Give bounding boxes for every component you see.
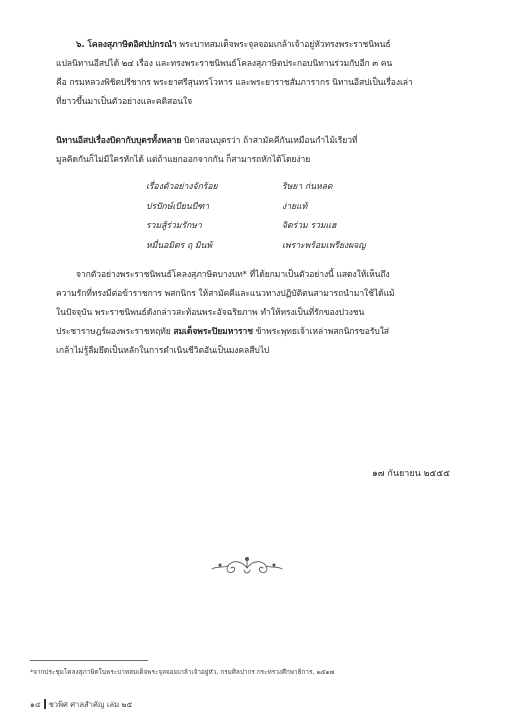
verse-left: รวมสู้ร่วมรักษา	[146, 221, 202, 231]
verse-left: ปรปักษ์เบียนบีฑา	[146, 201, 210, 212]
verse-right: ง่ายแท้	[282, 201, 308, 212]
verse-left: เรื่องตัวอย่างจักร้อย	[146, 182, 218, 192]
story-line-2: มูลคิดกันก็ไม่มีใครหักได้ แต่ถ้าแยกออกจากกัน ก็สามารถหักได้โดยง่าย	[56, 155, 311, 165]
verse-right: ริษยา ก่นหลด	[282, 182, 333, 192]
section-6-paragraph	[56, 36, 464, 112]
story-paragraph	[56, 132, 464, 170]
verse-row	[0, 217, 506, 237]
page-footer	[30, 699, 132, 711]
closing-emphasis-tail: ข้าพระพุทธเจ้าเหล่าพสกนิกรขอรับใส่	[253, 327, 389, 337]
footnote-divider	[30, 660, 148, 661]
closing-line-5: เกล้าไม่รู้ลืมยึดเป็นหลักในการดำเนินชีวิตอันเป็นมงคลสืบไป	[56, 346, 270, 356]
footer-divider	[44, 699, 46, 709]
verse-right: เพราะพร้อมเพรียงผจญ	[282, 240, 366, 251]
section-6-line-2: แปลนิทานอีสปได้ ๒๔ เรื่อง และทรงพระราชนิพนธ์โคลงสุภาษิตประกอบนิทานร่วมกับอีก ๓ คน	[56, 59, 393, 69]
footnote: *จากประชุมโคลงสุภาษิตในพระบาทสมเด็จพระจุลจอมเกล้าเจ้าอยู่หัว, กรมศิลปากร กระทรวงศึกษาธิการ, ๒๕๑๗	[30, 668, 335, 676]
closing-emphasis: สมเด็จพระปิยมหาราช	[173, 327, 253, 337]
verse-right: จิตร่วม รวมแฮ	[282, 221, 337, 231]
section-6-line-1: พระบาทสมเด็จพระจุลจอมเกล้าเจ้าอยู่หัวทรงพระราชนิพนธ์	[176, 40, 391, 50]
section-6-heading: ๖. โคลงสุภาษิตอิศปปกรณำ	[76, 40, 177, 50]
closing-line-3: ในปัจจุบัน พระราชนิพนธ์ดังกล่าวสะท้อนพระอัจฉริยภาพ ทำให้ทรงเป็นที่รักของปวงชน	[56, 308, 365, 318]
closing-paragraph	[56, 266, 464, 361]
closing-line-4: ประชาราษฎร์ผองพระราชหฤทัย	[56, 327, 171, 337]
date-line: ๑๗ กันยายน ๒๕๕๕	[372, 469, 450, 479]
verse-row	[0, 198, 506, 218]
verse-row	[0, 178, 506, 198]
verse-left: หมื่นอมิตร ฤ มินพ้	[146, 240, 213, 251]
verse-block	[0, 178, 506, 256]
closing-line-2: ความรักที่ทรงมีต่อข้าราชการ พสกนิกร ให้สามัคคีและแนวทางปฏิบัติตนสามารถนำมาใช้ได้แม้	[56, 289, 395, 299]
running-head: ชวพิศ ศาลสำคัญ เล่ม ๒๕	[48, 700, 133, 709]
story-line-1: บิดาสอนบุตรว่า ถ้าสามัคคีกันเหมือนกำไม้เรียวที่	[181, 136, 358, 146]
section-6-line-3: คือ กรมหลวงพิชิตปรีชากร พระยาศรีสุนทรโวหาร และพระยาราชสัมภารากร นิทานอีสปเป็นเรื่องเล่า	[56, 78, 413, 88]
page-number: ๑๔	[30, 700, 41, 709]
closing-line-1: จากตัวอย่างพระราชนิพนธ์โคลงสุภาษิตบางบท* ที่ได้ยกมาเป็นตัวอย่างนี้ แสดงให้เห็นถึง	[76, 270, 390, 280]
floral-ornament-icon	[208, 556, 286, 578]
verse-row	[0, 237, 506, 257]
section-6-line-4: ที่ยาวขึ้นมาเป็นตัวอย่างและคติสอนใจ	[56, 97, 193, 107]
story-title: นิทานอีสปเรื่องบิดากับบุตรทั้งหลาย	[56, 136, 182, 146]
